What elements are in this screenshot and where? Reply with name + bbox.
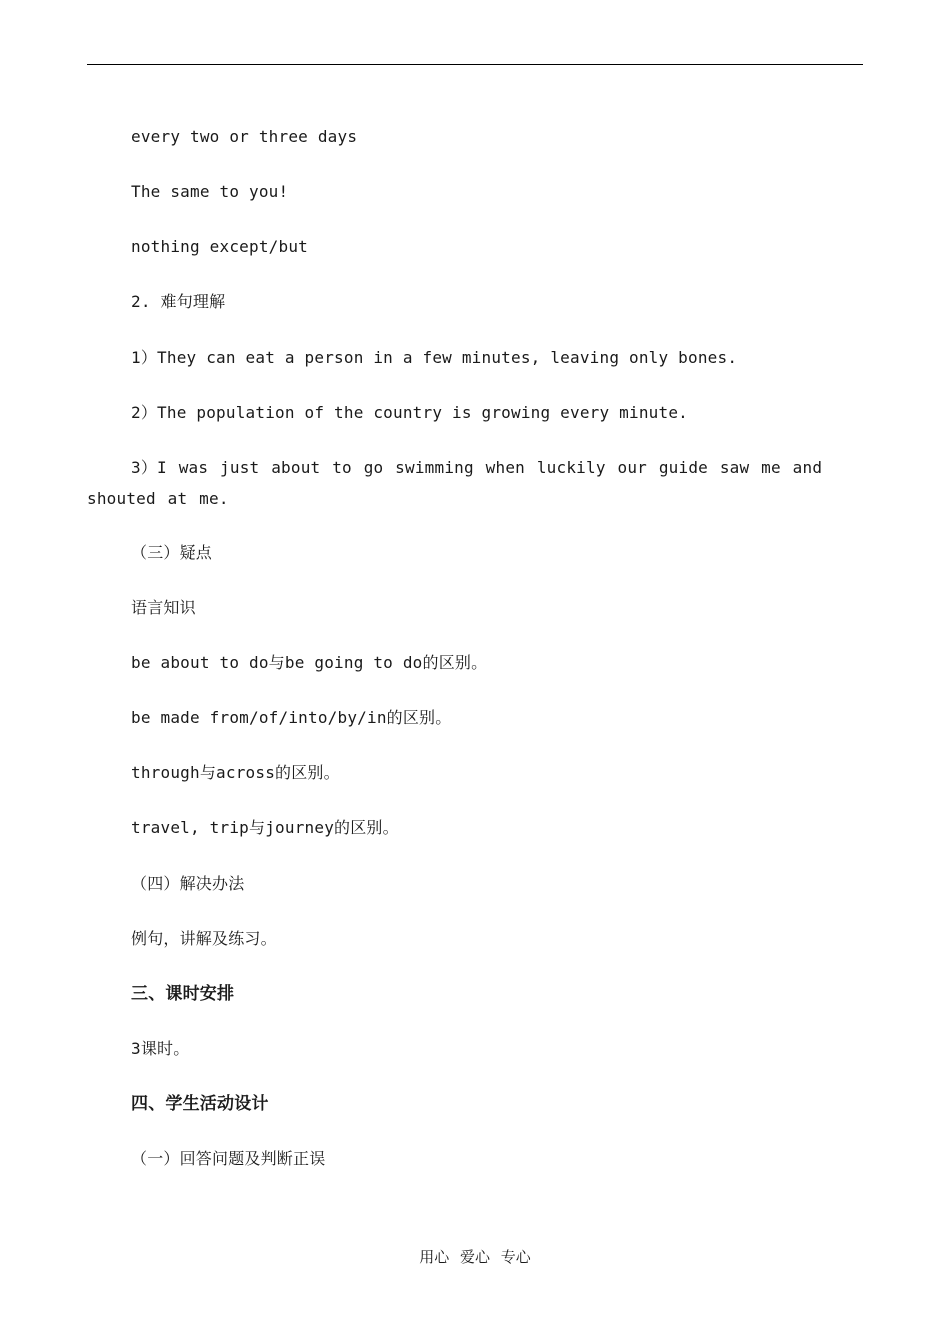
- item-be-about-to: be about to do与be going to do的区别。: [131, 653, 488, 672]
- phrase-same-to-you: The same to you!: [131, 182, 289, 201]
- sentence-2: 2）The population of the country is growing every minute.: [131, 403, 689, 422]
- heading-solutions: （四）解决办法: [131, 874, 245, 893]
- label-language-knowledge: 语言知识: [131, 598, 196, 617]
- sentence-3: 3）I was just about to go swimming when luckily our guide saw me and shouted at me.: [87, 458, 823, 508]
- phrase-nothing-except: nothing except/but: [131, 237, 308, 256]
- heading-answer-questions: （一）回答问题及判断正误: [131, 1149, 326, 1168]
- item-travel-trip-journey: travel, trip与journey的区别。: [131, 818, 399, 837]
- item-be-made-from: be made from/of/into/by/in的区别。: [131, 708, 452, 727]
- heading-difficult-sentences: 2. 难句理解: [131, 292, 226, 311]
- header-rule: [87, 64, 863, 65]
- page-footer: 用心 爱心 专心: [419, 1248, 531, 1266]
- text-solutions: 例句，讲解及练习。: [131, 929, 277, 948]
- section-heading-student-activities: 四、学生活动设计: [131, 1094, 269, 1114]
- item-through-across: through与across的区别。: [131, 763, 340, 782]
- phrase-every-two-or-three-days: every two or three days: [131, 127, 358, 146]
- heading-doubts: （三）疑点: [131, 543, 213, 562]
- text-class-hours: 3课时。: [131, 1039, 190, 1058]
- sentence-1: 1）They can eat a person in a few minutes, leaving only bones.: [131, 348, 738, 367]
- section-heading-schedule: 三、课时安排: [131, 984, 235, 1004]
